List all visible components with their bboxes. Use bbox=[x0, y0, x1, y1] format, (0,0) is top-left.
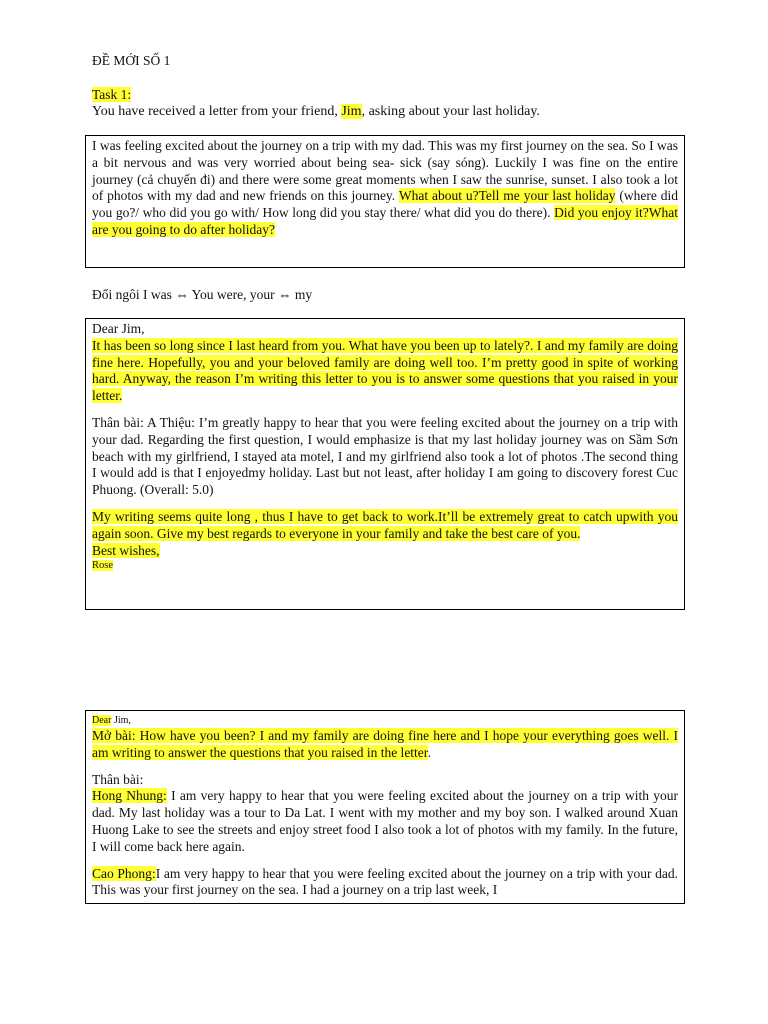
sample-letter-1 bbox=[85, 318, 685, 610]
task-heading bbox=[92, 86, 131, 103]
letter2-paragraph-cao-phong: Cao Phong:I am very happy to hear that you were feeling excited about the journey on a trip with your dad. This was your first journey on the sea. I had a journey on a trip last week, I bbox=[92, 865, 678, 898]
document-title: ĐỀ MỚI SỐ 1 bbox=[92, 53, 171, 68]
prompt-letter-box bbox=[85, 135, 685, 268]
friend-name: Jim bbox=[341, 104, 362, 119]
letter1-closing: My writing seems quite long , thus I have to get back to work.It’ll be extremely great to catch upwith you again soon. Give my best regards to everyone in your family and take the best care of you. bbox=[92, 508, 678, 541]
task-label: Task 1: bbox=[92, 87, 132, 102]
letter2-body-label: Thân bài: bbox=[92, 771, 144, 787]
prompt-question-highlight: What about u?Tell me your last holiday bbox=[398, 188, 616, 204]
letter2-paragraph-hong-nhung: Hong Nhung: I am very happy to hear that you were feeling excited about the journey on a trip with your dad. My last holiday was a tour to Da Lat. I went with my mother and my boy son. I walked around Xuan Huong Lake to see the streets and enjoy street food I also took a lot of photos with my family. In the future, I will come back here again. bbox=[92, 788, 678, 854]
letter2-opening: Mở bài: How have you been? I and my family are doing fine here and I hope your everything goes well. I am writing to answer the questions that you raised in the letter. bbox=[92, 728, 678, 760]
student-name-hong-nhung: Hong Nhung: bbox=[92, 788, 167, 804]
letter1-signoff: Best wishes, bbox=[92, 542, 160, 558]
letter2-greeting: Dear Jim, bbox=[92, 715, 131, 726]
intro-text-end: , asking about your last holiday. bbox=[361, 104, 540, 119]
prompt-question-highlight-2: Did you enjoy it?What are you going to do after holiday? bbox=[92, 205, 678, 237]
letter1-opening: It has been so long since I last heard from you. What have you been up to lately?. I and my family are doing fine here. Hopefully, you and your beloved family are doing well too. I’m pretty good in spite of working hard. Anyway, the reason I’m writing this letter to you is to answer some questions that you raised in your letter. bbox=[92, 337, 678, 404]
prompt-letter-text: I was feeling excited about the journey on a trip with my dad. This was my first journey on the sea. So I was a bit nervous and was very worried about being sea- sick (say sóng). Luckily I was fine on the entire journey (cả chuyến đi) and there were some great moments when I saw the sunrise, sunset. I also took a lot of photos with my dad and new friends on this journey. What about u?Tell me your last holiday (where did you go?/ who did you go with/ How long did you stay there/ what did you do there). Did you enjoy it?What are you going to do after holiday? bbox=[92, 138, 679, 237]
intro-text: You have received a letter from your friend, bbox=[92, 104, 342, 119]
letter1-greeting: Dear Jim, bbox=[92, 321, 145, 336]
task-intro bbox=[92, 103, 540, 120]
student-name-cao-phong: Cao Phong: bbox=[92, 865, 156, 881]
sample-letter-2 bbox=[85, 710, 685, 904]
letter1-signature: Rose bbox=[92, 560, 113, 572]
pronoun-note: Đổi ngôi I was ⇔ You were, your ⇔ my bbox=[92, 287, 313, 302]
letter1-body: Thân bài: A Thiệu: I’m greatly happy to hear that you were feeling excited about the journey on a trip with your dad. Regarding the first question, I would emphasize is that my last holiday journey was on Sầm Sơn beach with my girlfriend, I stayed ata motel, I and my girlfriend also took a lot of photos .The second thing I would add is that I enjoyedmy holiday. Last but not least, after holiday I am going to discovery forest Cuc Phuong. (Overall: 5.0) bbox=[92, 414, 678, 498]
